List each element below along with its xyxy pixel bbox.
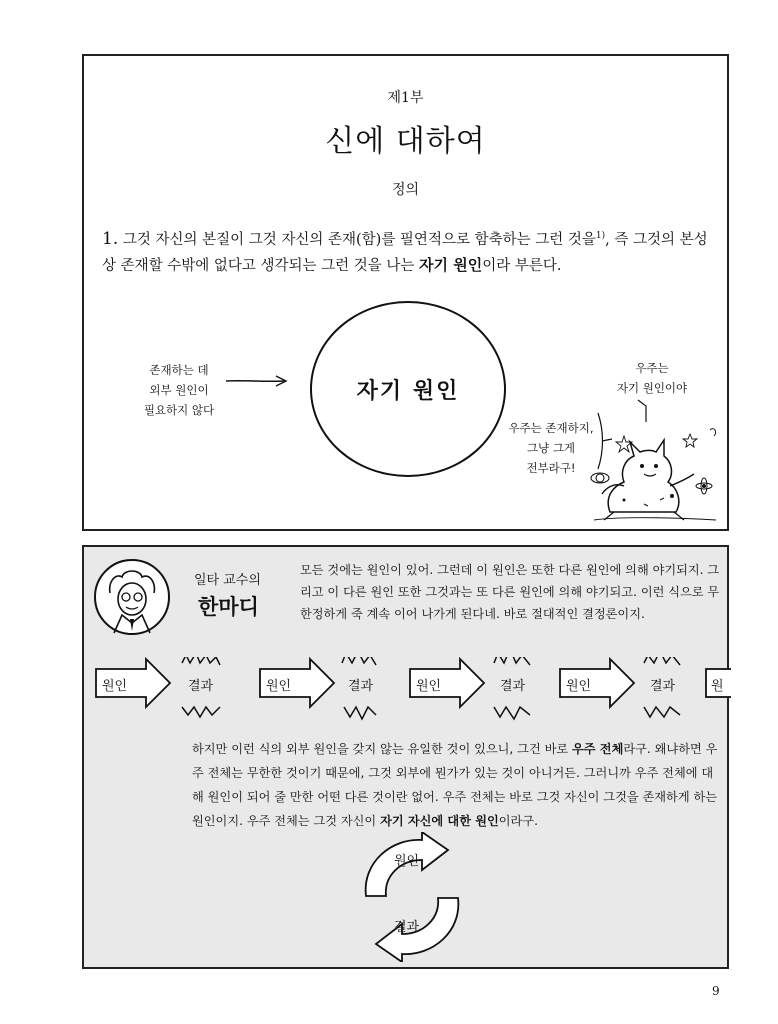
chain-arrows-icon — [84, 657, 731, 737]
cycle-cause-label: 원인 — [394, 854, 420, 869]
speech-line: 자기 원인이야 — [616, 381, 688, 395]
right-arrow-icon — [224, 371, 294, 391]
chain-cause-partial: 원 — [711, 679, 724, 694]
body-emphasis: 우주 전체 — [572, 742, 624, 756]
professor-label: 일타 교수의 — [194, 573, 261, 588]
chain-effect-label: 결과 — [650, 679, 676, 694]
cycle-effect-label: 결과 — [394, 920, 420, 935]
part-label: 제1부 — [387, 90, 424, 106]
body-part: 이라구. — [498, 814, 538, 828]
chain-effect-label: 결과 — [348, 679, 374, 694]
definition-label: 정의 — [391, 182, 420, 198]
definition-text — [102, 224, 714, 279]
circle-label: 자기 원인 — [356, 378, 460, 404]
definition-number: 1. — [102, 228, 119, 249]
left-note — [124, 360, 234, 420]
speech-line: 전부라구! — [526, 461, 576, 475]
speech-top — [592, 358, 712, 398]
cause-effect-cycle — [352, 832, 472, 962]
definition-term: 자기 원인 — [419, 255, 483, 274]
professor-title: 한마디 — [198, 595, 259, 619]
speech-line: 우주는 존재하지, — [508, 421, 594, 435]
left-note-line: 필요하지 않다 — [143, 403, 215, 417]
left-note-line: 존재하는 데 — [149, 363, 209, 377]
definition-part: , 즉 그것의 본성상 존재할 수밖에 없다고 생각되는 그런 것을 나는 — [102, 231, 708, 274]
professor-avatar-icon — [92, 557, 172, 637]
bottom-panel — [82, 545, 729, 969]
cat-character-icon — [584, 416, 724, 526]
speech-line: 우주는 — [635, 361, 669, 375]
page-number: 9 — [712, 984, 720, 998]
body-emphasis: 자기 자신에 대한 원인 — [380, 814, 499, 828]
definition-part: 이라 부른다. — [482, 257, 562, 274]
causal-chain — [84, 657, 731, 737]
top-panel — [82, 54, 729, 531]
chain-effect-label: 결과 — [188, 679, 214, 694]
self-cause-circle — [310, 301, 506, 477]
definition-part: 그것 자신의 본질이 그것 자신의 존재(함)를 필연적으로 함축하는 그런 것을 — [118, 231, 596, 248]
body-part: 라구. 왜냐하면 우주 전체는 무한한 것이기 때문에, 그것 외부에 뭔가가 있는 것이 아니거든. 그러니까 우주 전체에 대해 원인이 되어 줄 만한 어떤 다른 것이란 없어. 우주 전체는 바로 그것 자신이 그것을 존재하게 하는 원인이지. 우주 전체는 그것 자신이 — [192, 742, 718, 828]
chain-cause-label: 원인 — [416, 679, 442, 694]
chain-effect-label: 결과 — [500, 679, 526, 694]
footnote-mark: 1) — [595, 231, 606, 241]
speech-line: 그냥 그게 — [526, 441, 576, 455]
chain-cause-label: 원인 — [266, 679, 292, 694]
body-part: 하지만 이런 식의 외부 원인을 갖지 않는 유일한 것이 있으니, 그건 바로 — [192, 742, 573, 756]
chapter-title: 신에 대하여 — [325, 124, 486, 159]
left-note-line: 외부 원인이 — [149, 383, 209, 397]
intro-text: 모든 것에는 원인이 있어. 그런데 이 원인은 또한 다른 원인에 의해 야기되지. 그리고 이 다른 원인 또한 그것과는 또 다른 원인에 의해 야기되고. 이런 식으로 무한정하게 죽 계속 이어 나가게 된다네. 바로 절대적인 결정론이지. — [300, 563, 720, 621]
chain-cause-label: 원인 — [566, 679, 592, 694]
chain-cause-label: 원인 — [102, 679, 128, 694]
body-text — [192, 737, 722, 833]
